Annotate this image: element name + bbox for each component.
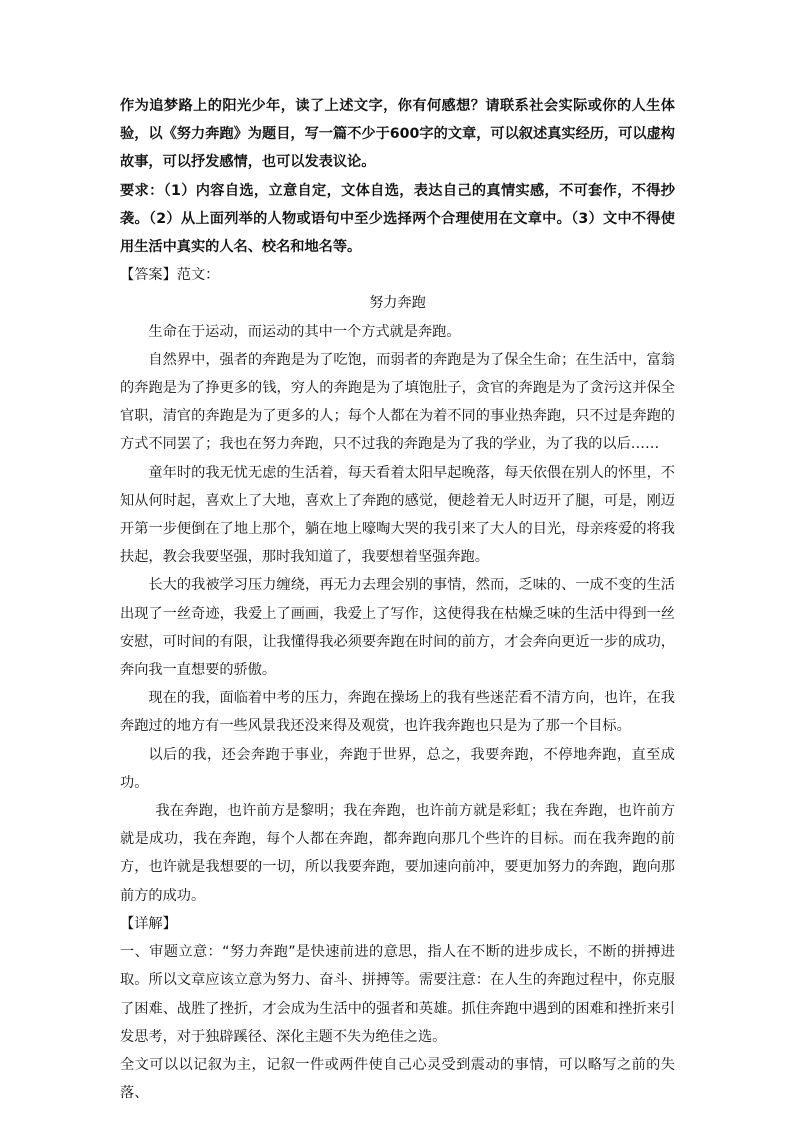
essay-paragraph-2: 自然界中，强者的奔跑是为了吃饱，而弱者的奔跑是为了保全生命；在生活中，富翁的奔跑是为了挣更多的钱，穷人的奔跑是为了填饱肚子，贪官的奔跑是为了贪污这并保全官职，清官的奔跑是为了更多的人；每个人都在为着不同的事业热奔跑，只不过是奔跑的方式不同罢了；我也在努力奔跑，只不过我的奔跑是为了我的学业，为了我的以后…… xyxy=(120,351,675,453)
essay-paragraph-3: 童年时的我无忧无虑的生活着，每天看着太阳早起晚落，每天依偎在别人的怀里，不知从何时起，喜欢上了大地，喜欢上了奔跑的感觉，便趁着无人时迈开了腿，可是，刚迈开第一步便倒在了地上那个，躺在地上嚎啕大哭的我引来了大人的目光，母亲疼爱的将我扶起，教会我要坚强，那时我知道了，我要想着坚强奔跑。 xyxy=(120,464,675,566)
essay-paragraph-1: 生命在于运动，而运动的其中一个方式就是奔跑。 xyxy=(148,323,461,340)
detail-paragraph-1: 一、审题立意：“努力奔跑”是快速前进的意思，指人在不断的进步成长，不断的拼搏进取。所以文章应该立意为努力、奋斗、拼搏等。需要注意：在人生的奔跑过程中，你克服了困难、战胜了挫折，才会成为生活中的强者和英雄。抓住奔跑中遇到的困难和挫折来引发思考，对于独辟蹊径、深化主题不失为绝佳之选。 xyxy=(120,944,675,1045)
essay-title: 努力奔跑 xyxy=(369,295,426,312)
essay-paragraph-5: 现在的我，面临着中考的压力，奔跑在操场上的我有些迷茫看不清方向，也许，在我奔跑过的地方有一些风景我还没来得及观赏，也许我奔跑也只是为了那一个目标。 xyxy=(120,690,675,735)
answer-label: 【答案】 xyxy=(120,267,177,284)
prompt-paragraph: 作为追梦路上的阳光少年，读了上述文字，你有何感想？请联系社会实际或你的人生体验，以《努力奔跑》为题目，写一篇不少于600字的文章，可以叙述真实经历，可以虚构故事，可以抒发感情，也可以发表议论。 xyxy=(120,98,675,171)
document-page xyxy=(120,92,675,1107)
requirements-paragraph: 要求：（1）内容自选，立意自定，文体自选，表达自己的真情实感，不可套作，不得抄袭。（2）从上面列举的人物或语句中至少选择两个合理使用在文章中。（3）文中不得使用生活中真实的人名、校名和地名等。 xyxy=(120,182,675,256)
answer-heading xyxy=(120,261,675,289)
essay-paragraph-7: 我在奔跑，也许前方是黎明；我在奔跑，也许前方就是彩虹；我在奔跑，也许前方就是成功，我在奔跑，每个人都在奔跑，都奔跑向那几个些许的目标。而在我奔跑的前方，也许就是我想要的一切，所以我要奔跑，要加速向前冲，要更加努力的奔跑，跑向那前方的成功。 xyxy=(120,803,675,904)
essay-paragraph-4: 长大的我被学习压力缠绕，再无力去理会别的事情，然而，乏味的、一成不变的生活出现了一丝奇迹，我爱上了画画，我爱上了写作，这使得我在枯燥乏味的生活中得到一丝安慰，可时间的有限，让我懂得我必须要奔跑在时间的前方，才会奔向更近一步的成功，奔向我一直想要的骄傲。 xyxy=(120,577,675,679)
answer-intro: 范文： xyxy=(176,267,220,284)
detail-heading: 【详解】 xyxy=(120,915,177,932)
detail-paragraph-2: 全文可以以记叙为主，记叙一件或两件使自己心灵受到震动的事情，可以略写之前的失落、 xyxy=(120,1056,675,1102)
essay-paragraph-6: 以后的我，还会奔跑于事业，奔跑于世界，总之，我要奔跑，不停地奔跑，直至成功。 xyxy=(120,746,675,791)
